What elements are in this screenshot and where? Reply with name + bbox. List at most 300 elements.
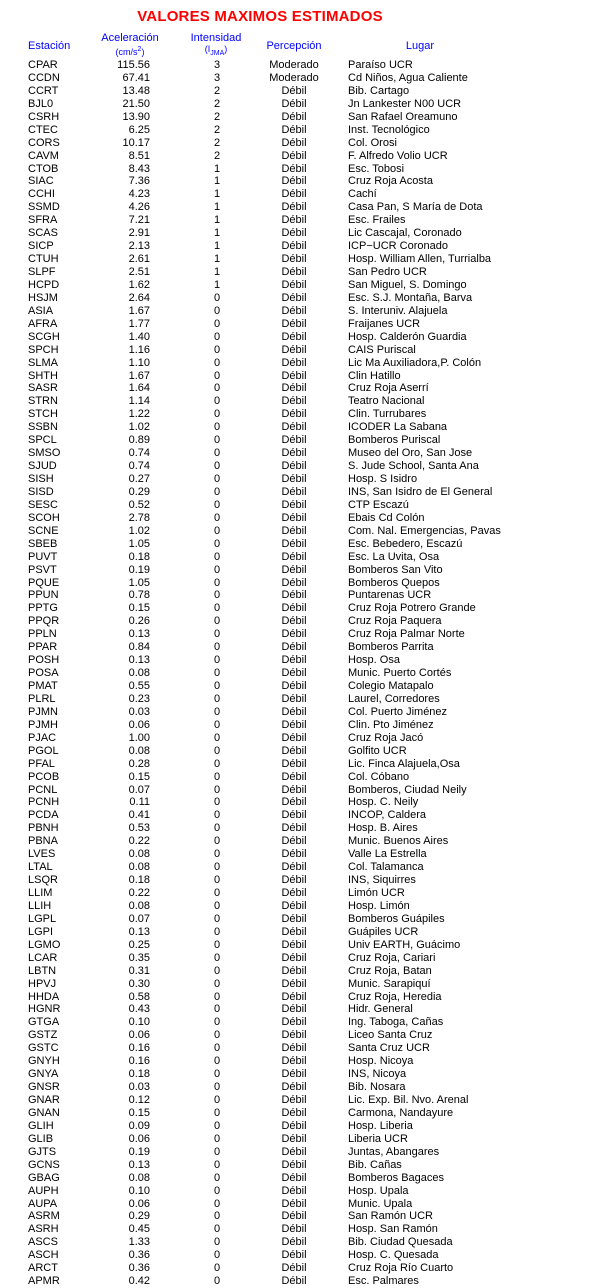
intensity-value: 0 xyxy=(213,1197,221,1210)
location-name: Liceo Santa Cruz xyxy=(348,1029,433,1042)
table-row xyxy=(0,680,590,693)
table-row xyxy=(0,240,590,253)
location-name: Bomberos Puriscal xyxy=(348,434,441,447)
station-code: GTGA xyxy=(28,1016,60,1029)
perception-value: Débil xyxy=(281,977,307,990)
acceleration-value: 1.40 xyxy=(128,330,150,343)
intensity-value: 1 xyxy=(213,175,221,188)
acceleration-value: 0.45 xyxy=(128,1223,150,1236)
table-row xyxy=(0,499,590,512)
perception-value: Débil xyxy=(281,1081,307,1094)
station-code: PBNH xyxy=(28,822,59,835)
table-row xyxy=(0,486,590,499)
table-row xyxy=(0,111,590,124)
acceleration-value: 0.15 xyxy=(128,1106,150,1119)
station-code: PPAR xyxy=(28,641,58,654)
intensity-value: 0 xyxy=(213,770,221,783)
acceleration-value: 0.29 xyxy=(128,1210,150,1223)
perception-value: Débil xyxy=(281,602,307,615)
intensity-value: 0 xyxy=(213,291,221,304)
acceleration-value: 0.07 xyxy=(128,783,150,796)
location-name: Col. Puerto Jiménez xyxy=(348,705,448,718)
table-row xyxy=(0,473,590,486)
table-row xyxy=(0,163,590,176)
acceleration-value: 0.25 xyxy=(128,938,150,951)
acceleration-value: 0.29 xyxy=(128,485,150,498)
station-code: GNYA xyxy=(28,1068,59,1081)
intensity-value: 0 xyxy=(213,421,221,434)
acceleration-value: 0.19 xyxy=(128,1145,150,1158)
table-row xyxy=(0,1159,590,1172)
perception-value: Débil xyxy=(281,1249,307,1262)
station-code: GNAN xyxy=(28,1106,60,1119)
location-name: Cd Niños, Agua Caliente xyxy=(348,71,468,84)
intensity-value: 0 xyxy=(213,602,221,615)
acceleration-value: 0.03 xyxy=(128,1081,150,1094)
station-code: PPUN xyxy=(28,589,59,602)
station-code: PUVT xyxy=(28,550,58,563)
station-code: SISD xyxy=(28,485,54,498)
intensity-value: 0 xyxy=(213,1068,221,1081)
table-row xyxy=(0,253,590,266)
location-name: Hosp. S Isidro xyxy=(348,473,418,485)
intensity-value: 0 xyxy=(213,1081,221,1094)
station-code: SHTH xyxy=(28,369,58,382)
table-row xyxy=(0,1068,590,1081)
perception-value: Débil xyxy=(281,1068,307,1081)
location-name: Esc. Frailes xyxy=(348,214,406,227)
perception-value: Débil xyxy=(281,654,307,667)
station-code: LGMO xyxy=(28,938,61,951)
table-row xyxy=(0,952,590,965)
station-code: GLIB xyxy=(28,1132,54,1145)
station-code: GNYH xyxy=(28,1055,60,1068)
table-row xyxy=(0,538,590,551)
unit-open: (I xyxy=(204,44,211,54)
perception-value: Débil xyxy=(281,1210,307,1223)
acceleration-value: 0.16 xyxy=(128,1055,150,1068)
intensity-value: 0 xyxy=(213,537,221,550)
station-code: PJMN xyxy=(28,705,58,718)
header-percepcion: Percepción xyxy=(266,40,322,52)
station-code: APMR xyxy=(28,1275,60,1288)
station-code: LGPI xyxy=(28,925,54,938)
station-code: GSTZ xyxy=(28,1029,58,1042)
intensity-value: 0 xyxy=(213,1106,221,1119)
station-code: HSJM xyxy=(28,291,58,304)
location-name: Bib. Nosara xyxy=(348,1081,406,1094)
station-code: ASRH xyxy=(28,1223,59,1236)
location-name: Cruz Roja Potrero Grande xyxy=(348,602,476,615)
station-code: SIAC xyxy=(28,175,54,188)
intensity-value: 0 xyxy=(213,628,221,641)
table-row xyxy=(0,1146,590,1159)
acceleration-value: 0.89 xyxy=(128,434,150,447)
acceleration-value: 10.17 xyxy=(122,136,150,149)
location-name: CAIS Puriscal xyxy=(348,343,416,356)
acceleration-value: 0.18 xyxy=(128,1068,150,1081)
station-code: CTUH xyxy=(28,253,59,266)
station-code: PSVT xyxy=(28,563,57,576)
station-code: SISH xyxy=(28,473,54,485)
station-code: LTAL xyxy=(28,861,53,874)
acceleration-value: 21.50 xyxy=(122,97,150,110)
acceleration-value: 0.18 xyxy=(128,550,150,563)
acceleration-value: 1.00 xyxy=(128,731,150,744)
station-code: SLMA xyxy=(28,356,58,369)
acceleration-value: 1.77 xyxy=(128,317,150,330)
acceleration-value: 1.02 xyxy=(128,421,150,434)
perception-value: Débil xyxy=(281,408,307,421)
perception-value: Débil xyxy=(281,835,307,848)
perception-value: Débil xyxy=(281,1158,307,1171)
location-name: Laurel, Corredores xyxy=(348,692,440,705)
intensity-value: 0 xyxy=(213,1003,221,1016)
location-name: Cruz Roja, Batan xyxy=(348,964,432,977)
acceleration-value: 2.64 xyxy=(128,291,150,304)
perception-value: Débil xyxy=(281,822,307,835)
station-code: ASCS xyxy=(28,1236,58,1249)
station-code: CTOB xyxy=(28,162,59,175)
perception-value: Débil xyxy=(281,253,307,266)
intensity-value: 1 xyxy=(213,240,221,253)
station-code: LLIH xyxy=(28,899,52,912)
location-name: Hosp. C. Neily xyxy=(348,796,419,809)
perception-value: Débil xyxy=(281,938,307,951)
perception-value: Débil xyxy=(281,1236,307,1249)
station-code: GNAR xyxy=(28,1094,60,1106)
table-row xyxy=(0,98,590,111)
acceleration-value: 1.16 xyxy=(128,343,150,356)
intensity-value: 2 xyxy=(213,97,221,110)
acceleration-value: 0.52 xyxy=(128,498,150,511)
acceleration-value: 1.67 xyxy=(128,369,150,382)
intensity-value: 0 xyxy=(213,304,221,317)
station-code: SICP xyxy=(28,240,54,253)
table-row xyxy=(0,357,590,370)
intensity-value: 1 xyxy=(213,266,221,278)
location-name: Paraíso UCR xyxy=(348,59,413,71)
station-code: PCNH xyxy=(28,796,60,809)
intensity-value: 0 xyxy=(213,964,221,977)
intensity-value: 0 xyxy=(213,1158,221,1171)
intensity-value: 0 xyxy=(213,434,221,447)
perception-value: Débil xyxy=(281,1016,307,1029)
perception-value: Débil xyxy=(281,214,307,227)
acceleration-value: 0.08 xyxy=(128,899,150,912)
location-name: INS, San Isidro de El General xyxy=(348,485,493,498)
intensity-value: 0 xyxy=(213,1223,221,1236)
intensity-value: 0 xyxy=(213,1016,221,1029)
location-name: Cruz Roja, Heredia xyxy=(348,990,442,1003)
perception-value: Débil xyxy=(281,175,307,188)
location-name: Juntas, Abangares xyxy=(348,1145,440,1158)
acceleration-value: 0.28 xyxy=(128,757,150,770)
intensity-value: 0 xyxy=(213,874,221,887)
station-code: SASR xyxy=(28,382,58,395)
station-code: HGNR xyxy=(28,1003,61,1016)
acceleration-value: 0.15 xyxy=(128,602,150,615)
location-name: Cruz Roja Acosta xyxy=(348,175,433,188)
location-name: Puntarenas UCR xyxy=(348,589,432,602)
intensity-value: 0 xyxy=(213,912,221,925)
location-name: Ing. Taboga, Cañas xyxy=(348,1016,444,1029)
perception-value: Moderado xyxy=(269,59,319,71)
acceleration-value: 2.91 xyxy=(128,227,150,240)
acceleration-value: 2.78 xyxy=(128,511,150,524)
perception-value: Débil xyxy=(281,861,307,874)
station-code: CPAR xyxy=(28,59,58,71)
perception-value: Débil xyxy=(281,162,307,175)
perception-value: Débil xyxy=(281,576,307,589)
intensity-value: 0 xyxy=(213,330,221,343)
location-name: Liberia UCR xyxy=(348,1132,408,1145)
header-intensidad-unit xyxy=(180,44,252,59)
intensity-value: 0 xyxy=(213,1094,221,1106)
table-row xyxy=(0,564,590,577)
acceleration-value: 1.02 xyxy=(128,524,150,537)
perception-value: Moderado xyxy=(269,71,319,84)
location-name: INS, Nicoya xyxy=(348,1068,407,1081)
intensity-value: 0 xyxy=(213,925,221,938)
intensity-value: 0 xyxy=(213,887,221,899)
station-code: SCOH xyxy=(28,511,60,524)
location-name: Esc. S.J. Montaña, Barva xyxy=(348,291,473,304)
header-aceleracion xyxy=(92,33,168,58)
acceleration-value: 4.23 xyxy=(128,188,150,201)
acceleration-value: 0.06 xyxy=(128,1029,150,1042)
location-name: Hosp. C. Quesada xyxy=(348,1249,439,1262)
perception-value: Débil xyxy=(281,1275,307,1288)
table-row xyxy=(0,719,590,732)
acceleration-value: 0.08 xyxy=(128,744,150,757)
perception-value: Débil xyxy=(281,964,307,977)
station-code: POSH xyxy=(28,654,60,667)
station-code: SPCH xyxy=(28,343,59,356)
table-row xyxy=(0,124,590,137)
perception-value: Débil xyxy=(281,278,307,291)
perception-value: Débil xyxy=(281,809,307,822)
location-name: Cruz Roja Palmar Norte xyxy=(348,628,465,641)
station-code: PMAT xyxy=(28,680,58,692)
acceleration-value: 0.15 xyxy=(128,770,150,783)
page-title: VALORES MAXIMOS ESTIMADOS xyxy=(137,8,383,25)
intensity-value: 0 xyxy=(213,343,221,356)
station-code: HCPD xyxy=(28,278,60,291)
intensity-value: 0 xyxy=(213,1262,221,1275)
station-code: PBNA xyxy=(28,835,58,848)
intensity-value: 0 xyxy=(213,1184,221,1197)
acceleration-value: 0.36 xyxy=(128,1262,150,1275)
acceleration-value: 0.84 xyxy=(128,641,150,654)
perception-value: Débil xyxy=(281,899,307,912)
perception-value: Débil xyxy=(281,796,307,809)
location-name: Santa Cruz UCR xyxy=(348,1042,430,1055)
acceleration-value: 1.05 xyxy=(128,576,150,589)
location-name: Hosp. Nicoya xyxy=(348,1055,414,1068)
perception-value: Débil xyxy=(281,498,307,511)
location-name: Col. Talamanca xyxy=(348,861,424,874)
perception-value: Débil xyxy=(281,1042,307,1055)
perception-value: Débil xyxy=(281,1106,307,1119)
table-row xyxy=(0,460,590,473)
table-row xyxy=(0,615,590,628)
header-lugar: Lugar xyxy=(405,40,435,52)
station-code: STCH xyxy=(28,408,58,421)
station-code: GSTC xyxy=(28,1042,59,1055)
acceleration-value: 0.12 xyxy=(128,1094,150,1106)
station-code: SCNE xyxy=(28,524,59,537)
perception-value: Débil xyxy=(281,473,307,485)
acceleration-value: 1.10 xyxy=(128,356,150,369)
table-row xyxy=(0,1223,590,1236)
location-name: CTP Escazú xyxy=(348,498,409,511)
acceleration-value: 8.43 xyxy=(128,162,150,175)
perception-value: Débil xyxy=(281,1119,307,1132)
unit-close: ) xyxy=(224,44,228,54)
location-name: Hosp. William Allen, Turrialba xyxy=(348,253,492,266)
acceleration-value: 0.53 xyxy=(128,822,150,835)
perception-value: Débil xyxy=(281,240,307,253)
station-code: LSQR xyxy=(28,874,58,887)
header-aceleracion-unit xyxy=(92,44,168,58)
intensity-value: 0 xyxy=(213,498,221,511)
intensity-value: 0 xyxy=(213,783,221,796)
location-name: Bib. Cartago xyxy=(348,84,410,97)
table-row xyxy=(0,266,590,279)
perception-value: Débil xyxy=(281,1223,307,1236)
table-row xyxy=(0,59,590,72)
table-row xyxy=(0,344,590,357)
perception-value: Débil xyxy=(281,84,307,97)
station-code: SFRA xyxy=(28,214,58,227)
acceleration-value: 0.08 xyxy=(128,667,150,680)
location-name: Munic. Sarapiquí xyxy=(348,977,431,990)
station-code: LBTN xyxy=(28,964,57,977)
table-row xyxy=(0,279,590,292)
perception-value: Débil xyxy=(281,188,307,201)
perception-value: Débil xyxy=(281,628,307,641)
acceleration-value: 0.22 xyxy=(128,835,150,848)
acceleration-value: 0.06 xyxy=(128,1132,150,1145)
location-name: Col. Orosi xyxy=(348,136,397,149)
location-name: Limón UCR xyxy=(348,887,405,899)
location-name: Hosp. Upala xyxy=(348,1184,409,1197)
location-name: Golfito UCR xyxy=(348,744,407,757)
intensity-value: 0 xyxy=(213,822,221,835)
intensity-value: 1 xyxy=(213,253,221,266)
location-name: Inst. Tecnológico xyxy=(348,123,430,136)
intensity-value: 0 xyxy=(213,951,221,964)
table-row xyxy=(0,784,590,797)
intensity-value: 0 xyxy=(213,1210,221,1223)
location-name: Esc. La Uvita, Osa xyxy=(348,550,440,563)
perception-value: Débil xyxy=(281,304,307,317)
table-row xyxy=(0,602,590,615)
acceleration-value: 0.03 xyxy=(128,705,150,718)
table-row xyxy=(0,137,590,150)
acceleration-value: 0.07 xyxy=(128,912,150,925)
intensity-value: 2 xyxy=(213,149,221,162)
acceleration-value: 2.51 xyxy=(128,266,150,278)
location-name: Guápiles UCR xyxy=(348,925,419,938)
intensity-value: 2 xyxy=(213,136,221,149)
acceleration-value: 2.61 xyxy=(128,253,150,266)
station-code: PPLN xyxy=(28,628,57,641)
perception-value: Débil xyxy=(281,1145,307,1158)
perception-value: Débil xyxy=(281,97,307,110)
location-name: Hosp. Liberia xyxy=(348,1119,413,1132)
location-name: Clin Hatillo xyxy=(348,369,401,382)
perception-value: Débil xyxy=(281,149,307,162)
perception-value: Débil xyxy=(281,848,307,861)
table-row xyxy=(0,848,590,861)
intensity-value: 1 xyxy=(213,188,221,201)
location-name: Munic. Puerto Cortés xyxy=(348,667,452,680)
station-code: AFRA xyxy=(28,317,58,330)
station-code: SCGH xyxy=(28,330,60,343)
location-name: Cruz Roja Aserrí xyxy=(348,382,429,395)
location-name: Bomberos Parrita xyxy=(348,641,434,654)
location-name: Esc. Tobosi xyxy=(348,162,405,175)
acceleration-value: 0.08 xyxy=(128,848,150,861)
perception-value: Débil xyxy=(281,705,307,718)
perception-value: Débil xyxy=(281,770,307,783)
table-row xyxy=(0,913,590,926)
location-name: S. Interuniv. Alajuela xyxy=(348,304,448,317)
table-row xyxy=(0,835,590,848)
acceleration-value: 0.13 xyxy=(128,628,150,641)
perception-value: Débil xyxy=(281,925,307,938)
intensity-value: 0 xyxy=(213,1055,221,1068)
table-row xyxy=(0,745,590,758)
acceleration-value: 0.43 xyxy=(128,1003,150,1016)
table-row xyxy=(0,150,590,163)
table-row xyxy=(0,175,590,188)
perception-value: Débil xyxy=(281,757,307,770)
perception-value: Débil xyxy=(281,550,307,563)
perception-value: Débil xyxy=(281,615,307,628)
acceleration-value: 0.55 xyxy=(128,680,150,692)
station-code: SESC xyxy=(28,498,58,511)
perception-value: Débil xyxy=(281,1197,307,1210)
station-code: SLPF xyxy=(28,266,56,278)
location-name: Jn Lankester N00 UCR xyxy=(348,97,462,110)
acceleration-value: 1.14 xyxy=(128,395,150,408)
acceleration-value: 0.09 xyxy=(128,1119,150,1132)
table-row xyxy=(0,382,590,395)
perception-value: Débil xyxy=(281,317,307,330)
table-row xyxy=(0,1198,590,1211)
perception-value: Débil xyxy=(281,537,307,550)
station-code: LVES xyxy=(28,848,56,861)
location-name: ICODER La Sabana xyxy=(348,421,448,434)
intensity-value: 0 xyxy=(213,990,221,1003)
location-name: Hidr. General xyxy=(348,1003,413,1016)
acceleration-value: 0.74 xyxy=(128,460,150,473)
acceleration-value: 0.31 xyxy=(128,964,150,977)
location-name: Univ EARTH, Guácimo xyxy=(348,938,461,951)
location-name: Bomberos, Ciudad Neily xyxy=(348,783,467,796)
location-name: San Rafael Oreamuno xyxy=(348,110,458,123)
table-row xyxy=(0,874,590,887)
perception-value: Débil xyxy=(281,951,307,964)
station-code: LLIM xyxy=(28,887,53,899)
intensity-value: 1 xyxy=(213,278,221,291)
station-code: CAVM xyxy=(28,149,59,162)
perception-value: Débil xyxy=(281,227,307,240)
unit-close: ) xyxy=(141,47,145,57)
